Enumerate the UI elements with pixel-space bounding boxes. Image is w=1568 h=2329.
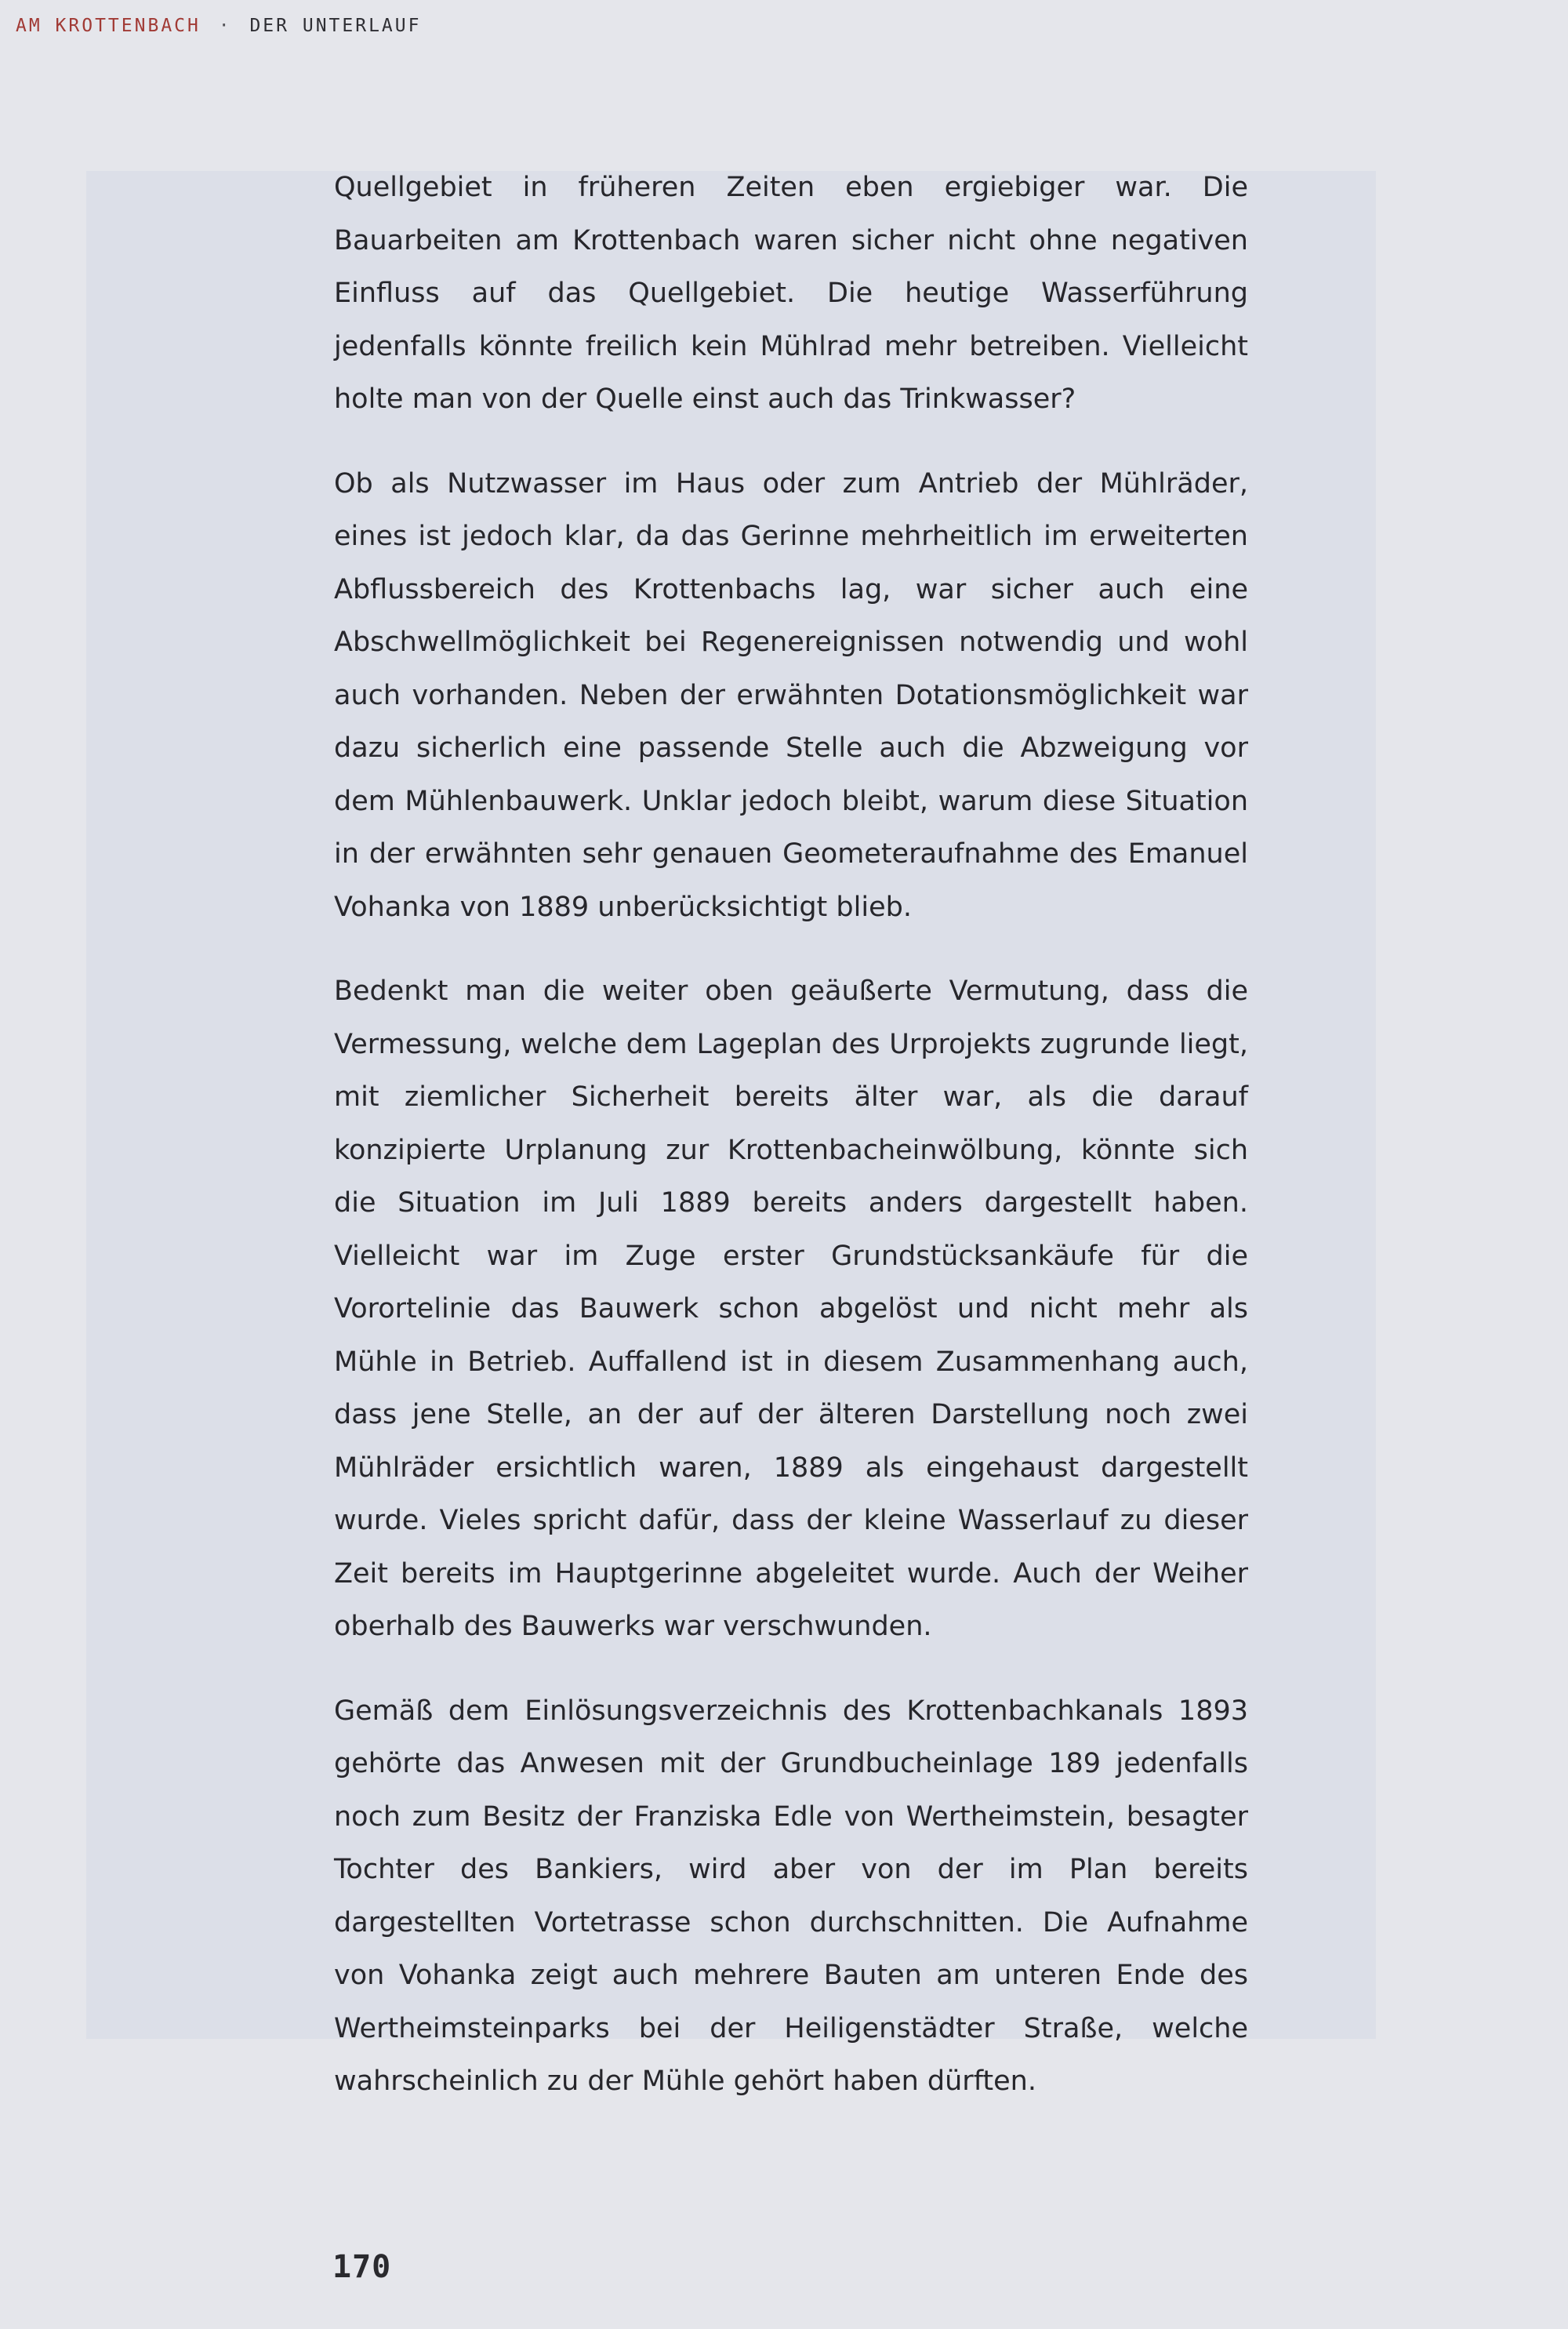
header-separator: · bbox=[218, 16, 232, 36]
paragraph-2: Ob als Nutzwasser im Haus oder zum Antrieb der Mühlräder, eines ist jedoch klar, da das Gerinne mehrheitlich im erweiterten Abflussbereich des Krottenbachs lag, war sicher auch eine Abschwellmöglichkeit bei Regenereignissen notwendig und wohl auch vorhanden. Neben der erwähnten Dotationsmöglichkeit war dazu sicherlich eine passende Stelle auch die Abzweigung vor dem Mühlenbauwerk. Unklar jedoch bleibt, warum diese Situation in der erwähnten sehr genauen Geometeraufnahme des Emanuel Vohanka von 1889 unberücksichtigt blieb. bbox=[334, 467, 1248, 923]
section-title: AM KROTTENBACH bbox=[16, 16, 201, 36]
chapter-title: DER UNTERLAUF bbox=[249, 16, 422, 36]
body-text bbox=[334, 162, 1248, 2109]
paragraph-4: Gemäß dem Einlösungsverzeichnis des Krottenbachkanals 1893 gehörte das Anwesen mit der Grundbucheinlage 189 jedenfalls noch zum Besitz der Franziska Edle von Wertheimstein, besagter Tochter des Bankiers, wird aber von der im Plan bereits dargestellten Vortetrasse schon durchschnitten. Die Aufnahme von Vohanka zeigt auch mehrere Bauten am unteren Ende des Wertheimsteinparks bei der Heiligenstädter Straße, welche wahrscheinlich zu der Mühle gehört haben dürften. bbox=[334, 1695, 1248, 2097]
page-number: 170 bbox=[332, 2249, 392, 2285]
running-header bbox=[16, 16, 421, 36]
paragraph-1: Quellgebiet in früheren Zeiten eben ergiebiger war. Die Bauarbeiten am Krottenbach waren sicher nicht ohne negativen Einfluss auf das Quellgebiet. Die heutige Wasserführung jedenfalls könnte freilich kein Mühlrad mehr betreiben. Vielleicht holte man von der Quelle einst auch das Trinkwasser? bbox=[334, 172, 1248, 415]
paragraph-3: Bedenkt man die weiter oben geäußerte Vermutung, dass die Vermessung, welche dem Lageplan des Urprojekts zugrunde liegt, mit ziemlicher Sicherheit bereits älter war, als die darauf konzipierte Urplanung zur Krottenbacheinwölbung, könnte sich die Situation im Juli 1889 bereits anders dargestellt haben. Vielleicht war im Zuge erster Grundstücksankäufe für die Vorortelinie das Bauwerk schon abgelöst und nicht mehr als Mühle in Betrieb. Auffallend ist in diesem Zusammenhang auch, dass jene Stelle, an der auf der älteren Darstellung noch zwei Mühlräder ersichtlich waren, 1889 als eingehaust dargestellt wurde. Vieles spricht dafür, dass der kleine Wasserlauf zu dieser Zeit bereits im Hauptgerinne abgeleitet wurde. Auch der Weiher oberhalb des Bauwerks war verschwunden. bbox=[334, 976, 1248, 1642]
